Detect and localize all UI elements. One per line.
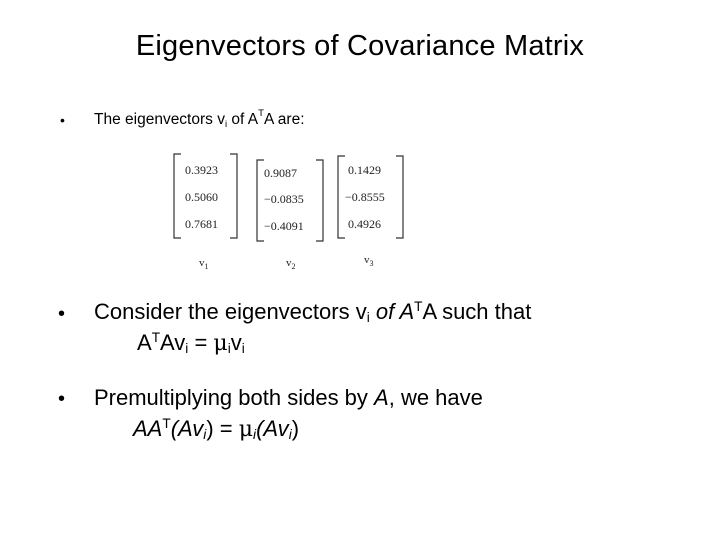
v3-label (364, 254, 374, 268)
v1-entry-2: 0.5060 (185, 190, 218, 204)
mu-symbol: μ (213, 331, 228, 356)
text-part: A such that (422, 299, 532, 324)
bullet-text-line2 (137, 330, 245, 356)
v3-entry-3: 0.4926 (348, 217, 381, 231)
eigenvector-v1 (174, 154, 237, 270)
label-sub: 1 (204, 262, 209, 270)
text-part: ) = (206, 416, 239, 441)
label-text: v (286, 257, 292, 269)
v2-entry-2: −0.0835 (264, 192, 304, 206)
slide-title: Eigenvectors of Covariance Matrix (135, 30, 585, 62)
v1-entry-1: 0.3923 (185, 163, 218, 177)
text-part: A are: (264, 111, 305, 128)
eigenvector-v2 (257, 160, 323, 270)
text-part: ) (291, 416, 300, 441)
subscript: i (253, 427, 257, 442)
left-bracket (257, 160, 264, 241)
left-bracket (338, 156, 345, 238)
subscript: i (185, 341, 189, 356)
text-part: (Av (170, 416, 204, 441)
v3-entry-1: 0.1429 (348, 163, 381, 177)
text-part: = (188, 330, 214, 355)
v2-entry-1: 0.9087 (264, 166, 297, 180)
subscript: i (241, 341, 245, 356)
eigenvector-v3 (338, 156, 403, 268)
eigenvector-matrices (170, 150, 410, 270)
superscript: T (414, 299, 423, 314)
label-text: v (364, 254, 370, 266)
text-part: v (230, 330, 242, 355)
bullet-marker: • (58, 303, 66, 325)
bullet-marker: • (60, 112, 65, 128)
superscript: T (162, 416, 171, 431)
text-part: Consider the eigenvectors v (94, 299, 367, 324)
text-part: AA (133, 416, 163, 441)
label-sub: 2 (291, 262, 296, 270)
text-part: A (137, 330, 152, 355)
label-text: v (199, 257, 205, 269)
bullet-marker: • (58, 388, 66, 410)
text-part: , we have (388, 385, 483, 410)
subscript: i (288, 427, 292, 442)
text-part: of A (227, 111, 259, 128)
text-part: (Av (256, 416, 289, 441)
v1-label (199, 257, 209, 270)
right-bracket (316, 160, 323, 241)
text-part: of A (369, 299, 415, 324)
subscript: i (203, 427, 207, 442)
text-part: A (374, 385, 389, 410)
left-bracket (174, 154, 181, 238)
v3-entry-2: −0.8555 (345, 190, 385, 204)
bullet-text-line1 (94, 299, 531, 325)
text-part: Premultiplying both sides by (94, 385, 375, 410)
bullet-text (94, 108, 305, 130)
subscript: i (224, 119, 228, 130)
superscript: T (258, 108, 265, 119)
bullet-text-line2 (133, 416, 299, 442)
bullet-text-line1 (94, 385, 483, 411)
label-sub: 3 (369, 259, 374, 268)
right-bracket (230, 154, 237, 238)
text-part: The eigenvectors v (94, 111, 225, 128)
v1-entry-3: 0.7681 (185, 217, 218, 231)
text-part: Av (160, 330, 186, 355)
right-bracket (396, 156, 403, 238)
superscript: T (151, 330, 161, 345)
mu-symbol: μ (238, 417, 254, 442)
subscript: i (366, 310, 370, 325)
v2-label (286, 257, 296, 270)
v2-entry-3: −0.4091 (264, 219, 304, 233)
subscript: i (227, 341, 231, 356)
